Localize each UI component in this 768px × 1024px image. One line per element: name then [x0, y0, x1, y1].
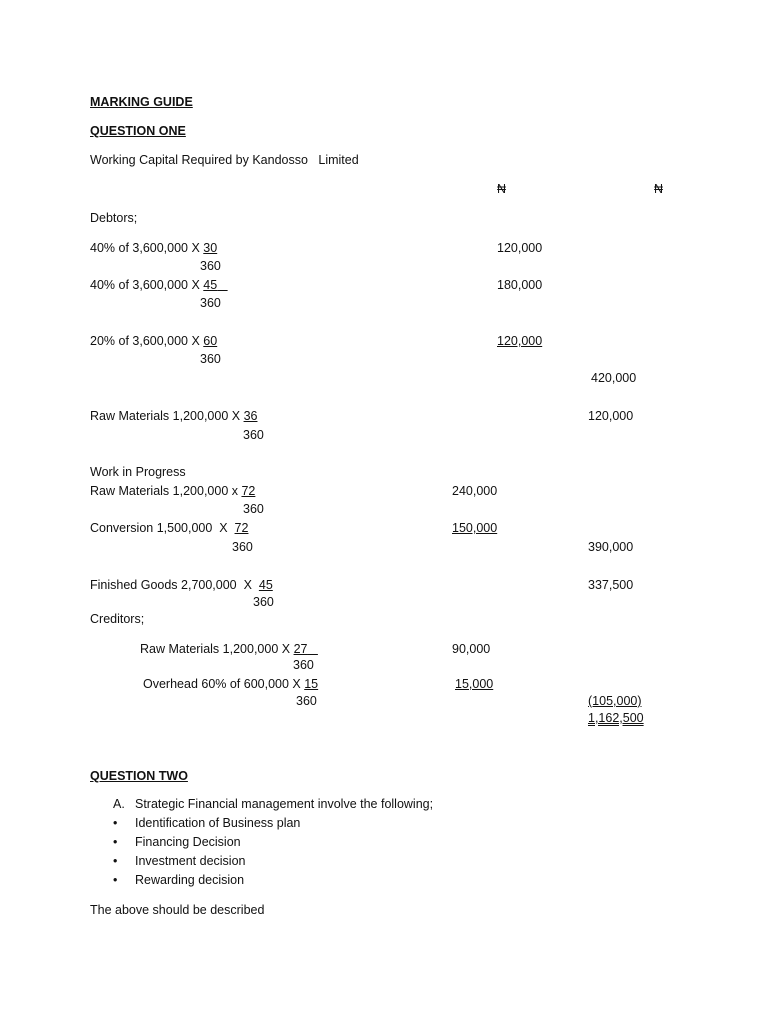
list-item-text: Financing Decision [135, 835, 241, 849]
debtor-amount-3: 120,000 [497, 334, 543, 348]
finished-goods-line [90, 578, 273, 593]
calc-denominator: 360 [232, 540, 253, 554]
creditors-total: (105,000) [588, 694, 642, 708]
debtor-line-3 [90, 334, 217, 349]
list-item-text: Strategic Financial management involve the following; [135, 797, 434, 811]
question-two-title: QUESTION TWO [90, 769, 188, 783]
list-item [113, 816, 433, 835]
wip-line-2 [90, 521, 248, 536]
question-one-title: QUESTION ONE [90, 124, 186, 138]
wip-label: Work in Progress [90, 465, 186, 479]
list-item [113, 797, 433, 816]
creditor-line-2 [143, 677, 318, 692]
bullet-icon: • [113, 816, 118, 830]
list-item [113, 835, 433, 854]
calc-numerator: 30 [203, 241, 218, 255]
question-two-list [113, 797, 433, 892]
list-item [113, 854, 433, 873]
calc-text: 40% of 3,600,000 X [90, 278, 204, 292]
calc-denominator: 360 [200, 296, 221, 310]
calc-numerator: 15 [304, 677, 319, 691]
calc-numerator: 36 [243, 409, 258, 423]
calc-denominator: 360 [200, 259, 221, 273]
calc-numerator: 45 [258, 578, 273, 592]
debtor-line-2 [90, 278, 228, 293]
calc-numerator: 60 [203, 334, 218, 348]
debtor-line-1 [90, 241, 217, 256]
debtors-total: 420,000 [591, 371, 637, 385]
creditors-label: Creditors; [90, 612, 145, 626]
grand-total: 1,162,500 [588, 711, 644, 725]
calc-text: Overhead 60% of 600,000 X [143, 677, 305, 691]
bullet-icon: • [113, 854, 118, 868]
calc-numerator: 72 [241, 484, 256, 498]
calc-denominator: 360 [200, 352, 221, 366]
calc-denominator: 360 [243, 502, 264, 516]
finished-goods-amount: 337,500 [588, 578, 634, 592]
calc-text: Finished Goods 2,700,000 X [90, 578, 259, 592]
currency-header-col1: ₦ [497, 182, 507, 196]
creditor-amount-1: 90,000 [452, 642, 491, 656]
calc-numerator: 27 [293, 642, 308, 656]
list-item-text: Identification of Business plan [135, 816, 301, 830]
calc-denominator: 360 [243, 428, 264, 442]
bullet-icon: • [113, 835, 118, 849]
raw-materials-amount: 120,000 [588, 409, 634, 423]
creditor-line-1 [140, 642, 318, 657]
calc-text: Raw Materials 1,200,000 X [140, 642, 294, 656]
calc-text: 40% of 3,600,000 X [90, 241, 204, 255]
wip-line-1 [90, 484, 255, 499]
calc-denominator: 360 [293, 658, 314, 672]
creditor-amount-2: 15,000 [455, 677, 494, 691]
calc-text: 20% of 3,600,000 X [90, 334, 204, 348]
bullet-icon: • [113, 873, 118, 887]
list-item-text: Investment decision [135, 854, 246, 868]
wip-amount-1: 240,000 [452, 484, 498, 498]
debtor-amount-1: 120,000 [497, 241, 543, 255]
calc-numerator: 72 [234, 521, 249, 535]
calc-denominator: 360 [296, 694, 317, 708]
currency-header-col2: ₦ [654, 182, 664, 196]
wip-amount-2: 150,000 [452, 521, 498, 535]
debtors-label: Debtors; [90, 211, 138, 225]
list-item [113, 873, 433, 892]
wip-total: 390,000 [588, 540, 634, 554]
raw-materials-line [90, 409, 257, 424]
calc-text: Raw Materials 1,200,000 X [90, 409, 244, 423]
question-two-footer: The above should be described [90, 903, 265, 917]
calc-numerator: 45 [203, 278, 218, 292]
calc-text: Raw Materials 1,200,000 x [90, 484, 242, 498]
question-one-subtitle: Working Capital Required by Kandosso Limited [90, 153, 359, 167]
calc-text: Conversion 1,500,000 X [90, 521, 235, 535]
marking-guide-heading: MARKING GUIDE [90, 95, 193, 109]
calc-denominator: 360 [253, 595, 274, 609]
list-item-text: Rewarding decision [135, 873, 245, 887]
debtor-amount-2: 180,000 [497, 278, 543, 292]
list-marker: A. [113, 797, 125, 811]
